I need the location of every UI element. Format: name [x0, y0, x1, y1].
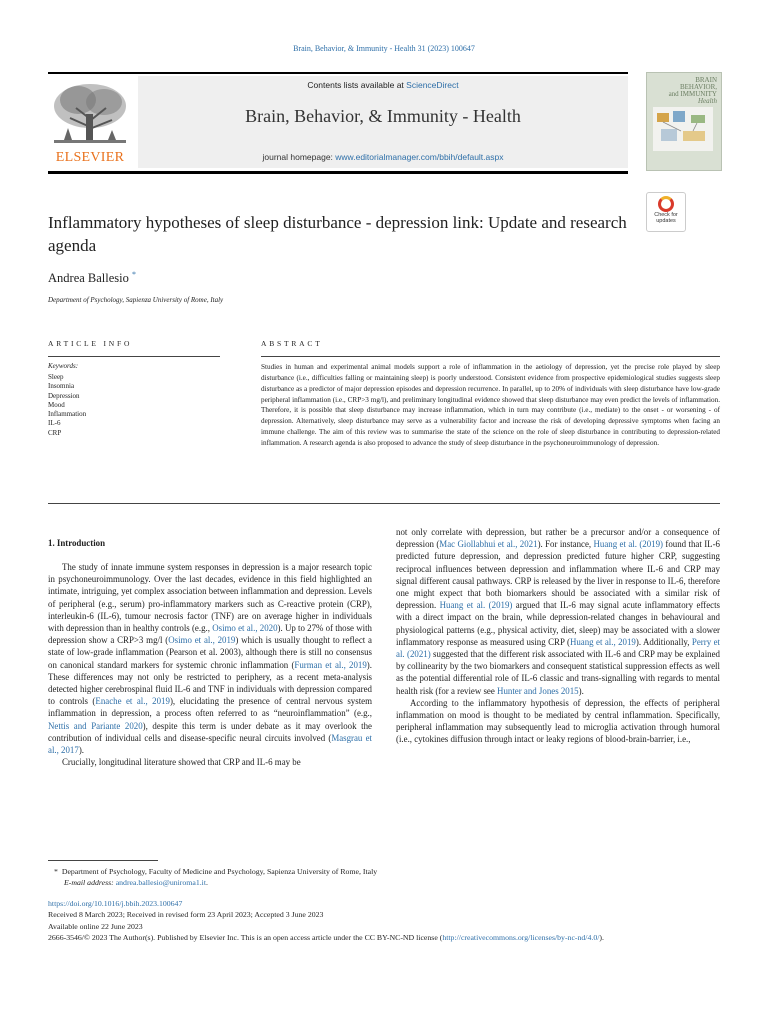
keyword: Depression: [48, 391, 80, 400]
cover-title-line: and IMMUNITY: [668, 90, 717, 98]
text-run: ), despite this term is under debate as it may overlook the contribution of individual cells and disease-specific neural circuits involved (: [48, 720, 372, 743]
paragraph: Crucially, longitudinal literature showed that CRP and IL-6 may be: [62, 757, 301, 768]
citation-link[interactable]: Furman et al., 2019: [294, 659, 367, 670]
abstract-heading: ABSTRACT: [261, 339, 323, 348]
text-run: ). Additionally,: [635, 636, 692, 647]
footnote-email: [48, 877, 720, 888]
online-date: Available online 22 June 2023: [48, 921, 143, 931]
journal-reference[interactable]: Brain, Behavior, & Immunity - Health 31 (2023) 100647: [293, 44, 475, 53]
author-name[interactable]: Andrea Ballesio: [48, 271, 129, 286]
text-run: ), elucidating the presence of central nervous system inflammation in depression, a process often referred to as “neuroinflammation” (e.g.,: [48, 696, 373, 719]
keyword: Mood: [48, 400, 65, 409]
text-run: ) which is usually thought to reflect a state of low-grade inflammation (Pearson et al. 2003), although there is still no consensus on canonical standard markers for systemic chronic inflammation (: [48, 635, 372, 670]
paragraph: According to the inflammatory hypothesis of depression, the effects of peripheral inflammation on mood is thought to be mediated by central inflammation. Specifically, peripheral inflammation may subsequently lead to microglia activation through humoral (i.e., cytokines diffusion through intact or leaky regions of blood-brain-barrier, i.e.,: [396, 697, 720, 745]
journal-homepage: [138, 152, 628, 162]
section-heading-introduction: 1. Introduction: [48, 538, 106, 548]
keyword: IL-6: [48, 419, 61, 428]
keywords-label: Keywords:: [48, 362, 79, 370]
text-run: not only correlate with depression, but rather be a precursor and/or a consequence of depression (: [396, 527, 720, 550]
corresponding-author-mark[interactable]: *: [132, 270, 137, 279]
text-run: ).: [78, 745, 84, 756]
sciencedirect-link[interactable]: ScienceDirect: [406, 80, 459, 90]
keywords-list: [48, 373, 86, 438]
citation-link[interactable]: Mac Giollabhui et al., 2021: [439, 539, 538, 550]
citation-link[interactable]: Enache et al., 2019: [95, 696, 170, 707]
citation-link[interactable]: Nettis and Pariante 2020: [48, 720, 143, 731]
cover-title-line: BRAIN: [695, 76, 717, 84]
email-link[interactable]: andrea.ballesio@uniroma1.it: [115, 878, 207, 888]
license-statement: [48, 932, 720, 943]
cover-artwork: [653, 107, 713, 151]
author-line: [48, 270, 136, 286]
cover-title-line: BEHAVIOR,: [679, 83, 717, 91]
footnote-address-text: Department of Psychology, Faculty of Medicine and Psychology, Sapienza University of Rome, Italy: [61, 867, 378, 876]
text-run: ).: [599, 932, 604, 942]
abstract-bottom-divider: [48, 503, 720, 504]
article-info-divider: [48, 356, 220, 357]
citation-link[interactable]: Huang et al., 2019: [569, 636, 636, 647]
contents-availability: [138, 80, 628, 90]
abstract-divider: [261, 356, 720, 357]
text-run: ). For instance,: [537, 539, 594, 550]
license-link[interactable]: http://creativecommons.org/licenses/by-nc-nd/4.0/: [442, 932, 600, 942]
citation-link[interactable]: Huang et al. (2019): [593, 539, 664, 550]
text-run: ).: [578, 685, 584, 696]
keyword: Sleep: [48, 373, 64, 381]
cover-title: [669, 77, 717, 105]
article-info-heading: ARTICLE INFO: [48, 339, 133, 348]
check-for-updates-badge[interactable]: [646, 192, 686, 232]
check-updates-line: Check for: [654, 212, 678, 218]
footnote-divider: [48, 860, 158, 861]
keyword: Insomnia: [48, 382, 75, 391]
text-run: suggested that the different risk associated with IL-6 and CRP may be explained by collinearity by the two biomarkers and consequent statistical suppression effects as well as the potential differential role of IL-6 classic and trans-signalling with regards to mental health risk (for a review see: [396, 649, 720, 696]
text-run: argued that IL-6 may signal acute inflammatory effects with a direct impact on the brain, while depression-related changes in behavioural and physiological patterns (e.g., physical activity, diet, sleep) may be associated with a slower inflammatory response as measured using CRP (: [396, 600, 720, 647]
citation-link[interactable]: Osimo et al., 2019: [168, 635, 236, 646]
journal-cover-thumbnail[interactable]: [646, 72, 722, 171]
paragraph: [396, 526, 720, 697]
article-history: [48, 898, 720, 943]
citation-link[interactable]: Perry et al. (2021): [396, 636, 720, 660]
text-run: found that IL-6 predicted future depression, and depression predicted future higher CRP, suggesting reciprocal influences between depression and inflammation where IL-6 and CRP may signal different causal pathways. CRP is released by the liver in response to IL-6, therefore one might expect that both biomarkers should be associated with a similar risk of depression.: [396, 539, 720, 611]
cover-title-line: Health: [697, 97, 717, 105]
footnote-address: [48, 866, 720, 877]
author-affiliation: Department of Psychology, Sapienza University of Rome, Italy: [48, 296, 224, 304]
email-end: .: [206, 878, 208, 888]
doi-link[interactable]: https://doi.org/10.1016/j.bbih.2023.100647: [48, 899, 183, 908]
text-run: 2666-3546/© 2023 The Author(s). Published by Elsevier Inc. This is an open access article under the CC BY-NC-ND license (: [48, 932, 443, 942]
author-footnote: [48, 866, 720, 888]
text-run: ). These differences may not only be restricted to periphery, as a recent meta-analysis detected higher cerebrospinal fluid IL-6 and TNF in individuals with depression compared to controls (: [48, 659, 372, 707]
footnote-mark: *: [54, 867, 58, 876]
article-title: Inflammatory hypotheses of sleep disturbance - depression link: Update and research agenda: [48, 213, 627, 255]
email-label: E-mail address:: [64, 878, 116, 888]
citation-link[interactable]: Osimo et al., 2020: [212, 623, 278, 634]
check-updates-line: updates: [656, 218, 676, 224]
journal-title: Brain, Behavior, & Immunity - Health: [245, 106, 521, 126]
keyword: Inflammation: [48, 410, 87, 419]
body-column-left: [48, 561, 372, 768]
check-updates-icon: [658, 196, 674, 212]
contents-prefix: Contents lists available at: [307, 80, 407, 90]
citation-link[interactable]: Hunter and Jones 2015: [497, 685, 579, 696]
citation-link[interactable]: Masgrau et al., 2017: [48, 732, 372, 756]
abstract-text: Studies in human and experimental animal models support a role of inflammation in the aetiology of depression, yet the precise role played by sleep disturbance (i.e., difficulties falling or maintaining sleep) is poorly understood. Consistent evidence from prospective epidemiological studies suggests sleep disturbance as a predictor of major depression episodes and depression recurrence. In parallel, up to 20% of individuals with sleep disturbance have low-grade peripheral inflammation (i.e., CRP>3 mg/l), and preliminary longitudinal evidence showed that sleep disturbance may even predict the levels of inflammation. Therefore, it is possible that sleep disturbance may increase inflammation, which in turn may contribute (i.e., mediate) to the onset - or worsening - of depression. Alternatively, sleep disturbance may serve as a vulnerability factor and increase the risk of developing depressive symptoms when facing an immune challenge. The aim of this review was to summarise the state of the science on the role of sleep disturbance in contributing to depression-related inflammation. A research agenda is also proposed to advance the study of sleep disturbance in the psychoneuroimmunology of depression.: [261, 363, 720, 447]
body-column-right: [396, 526, 720, 746]
homepage-link[interactable]: www.editorialmanager.com/bbih/default.aspx: [335, 152, 504, 162]
homepage-prefix: journal homepage:: [262, 152, 336, 162]
keyword: CRP: [48, 428, 62, 437]
text-run: ). Up to 27% of those with depression show a CRP>3 mg/l (: [48, 623, 372, 646]
citation-link[interactable]: Huang et al. (2019): [439, 600, 513, 611]
publisher-wordmark: ELSEVIER: [55, 150, 125, 165]
text-run: The study of innate immune system responses in depression is a major research topic in psychoneuroimmunology. Over the last decades, evidence in this field highlighted an intimate, intriguing, yet complex association between inflammation and depression. Levels of peripheral (e.g., serum) pro-inflammatory markers such as C-reactive protein (CRP), interleukin-6 (IL-6), tumour necrosis factor (TNF) are on average higher in individuals with depression than in healthy controls (e.g.,: [48, 562, 372, 634]
paragraph: [48, 561, 372, 756]
received-dates: Received 8 March 2023; Received in revised form 23 April 2023; Accepted 3 June 2023: [48, 910, 324, 920]
